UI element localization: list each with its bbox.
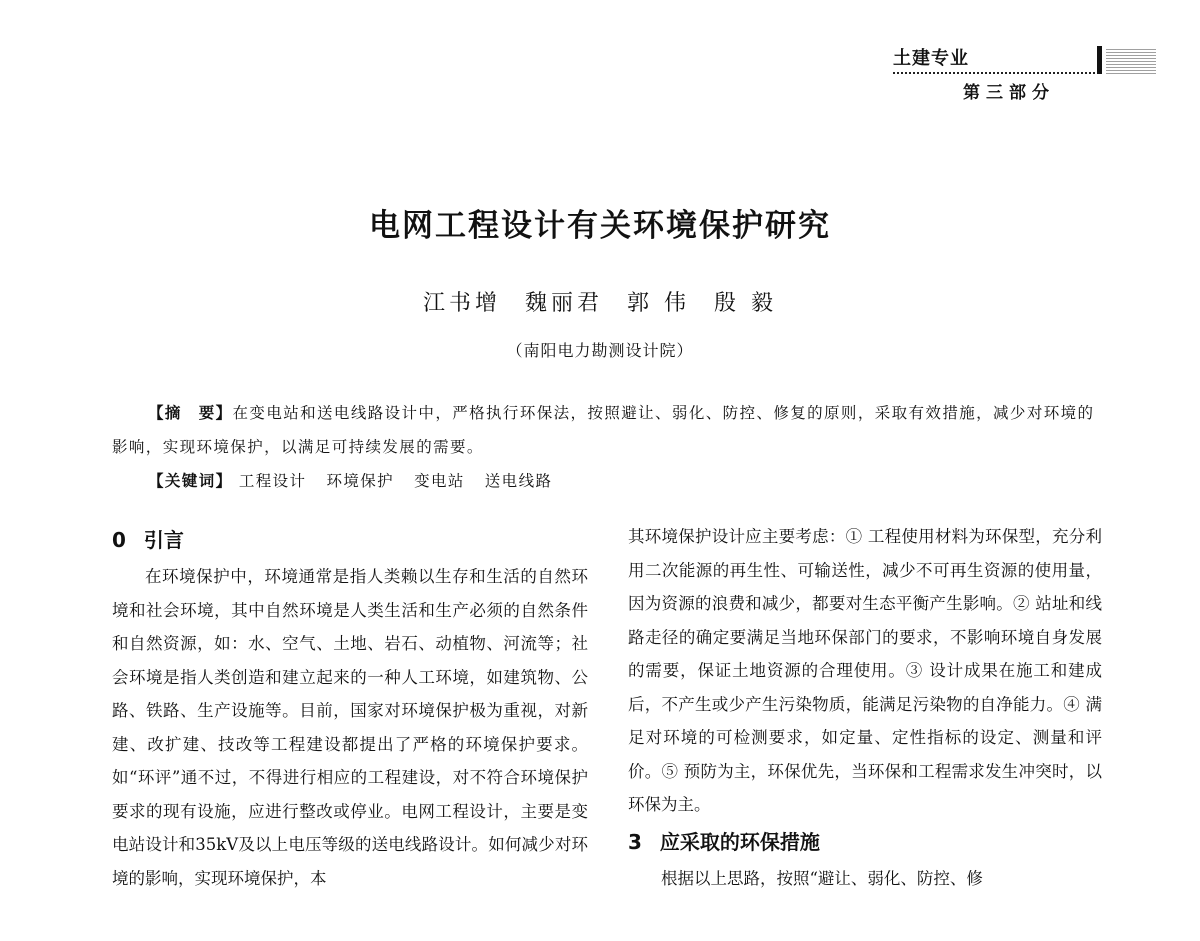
author-name: 殷 毅 <box>714 291 778 316</box>
abstract-text: 在变电站和送电线路设计中，严格执行环保法，按照避让、弱化、防控、修复的原则，采取有效措施，减少对环境的影响，实现环境保护，以满足可持续发展的需要。 <box>112 404 1095 456</box>
abstract-block <box>112 396 1102 498</box>
keyword: 环境保护 <box>326 472 395 490</box>
right-column <box>628 520 1102 895</box>
section-heading-intro <box>112 520 588 560</box>
abstract-label: 【摘 要】 <box>148 404 233 422</box>
section-title: 应采取的环保措施 <box>659 829 820 854</box>
author-name: 江书增 <box>422 291 501 316</box>
section-heading-measures <box>628 822 1102 862</box>
header-pattern-decoration <box>1106 48 1156 74</box>
running-header <box>893 44 1163 114</box>
article-title: 电网工程设计有关环境保护研究 <box>369 208 831 244</box>
section-number: 0 <box>112 528 126 552</box>
keywords-paragraph <box>112 464 1102 498</box>
author-name: 郭 伟 <box>627 291 691 316</box>
abstract-paragraph <box>112 396 1102 464</box>
intro-paragraph: 在环境保护中，环境通常是指人类赖以生存和生活的自然环境和社会环境，其中自然环境是人类生活和生产必须的自然条件和自然资源，如：水、空气、土地、岩石、动植物、河流等；社会环境是指人类创造和建立起来的一种人工环境，如建筑物、公路、铁路、生产设施等。目前，国家对环境保护极为重视，对新建、改扩建、技改等工程建设都提出了严格的环境保护要求。如“环评”通不过，不得进行相应的工程建设，对不符合环境保护要求的现有设施，应进行整改或停业。电网工程设计，主要是变电站设计和35kV及以上电压等级的送电线路设计。如何减少对环境的影响，实现环境保护，本 <box>112 567 588 888</box>
measures-paragraph: 根据以上思路，按照“避让、弱化、防控、修 <box>661 868 983 888</box>
author-name: 魏丽君 <box>525 291 604 316</box>
section-title: 引言 <box>143 528 184 552</box>
header-dotted-rule <box>893 72 1099 74</box>
author-affiliation: （南阳电力勘测设计院） <box>506 341 694 360</box>
author-list <box>0 286 1200 317</box>
left-column <box>112 520 588 895</box>
design-considerations-paragraph: 其环境保护设计应主要考虑：① 工程使用材料为环保型，充分利用二次能源的再生性、可输送性，减少不可再生资源的使用量，因为资源的浪费和减少，都要对生态平衡产生影响。② 站址和线路走径的确定要满足当地环保部门的要求，不影响环境自身发展的需要，保证土地资源的合理使用。③ 设计成果在施工和建成后，不产生或少产生污染物质，能满足污染物的自净能力。④ 满足对环境的可检测要求，如定量、定性指标的设定、测量和评价。⑤ 预防为主，环保优先，当环保和工程需求发生冲突时，以环保为主。 <box>628 527 1102 814</box>
header-bar-mark <box>1097 46 1102 74</box>
keyword: 变电站 <box>414 472 465 490</box>
header-section-label: 土建专业 <box>893 48 969 69</box>
keyword: 工程设计 <box>238 472 307 490</box>
header-part-label: 第三部分 <box>963 83 1055 103</box>
section-number: 3 <box>628 829 642 854</box>
keywords-label: 【关键词】 <box>148 472 233 490</box>
keyword: 送电线路 <box>484 472 553 490</box>
